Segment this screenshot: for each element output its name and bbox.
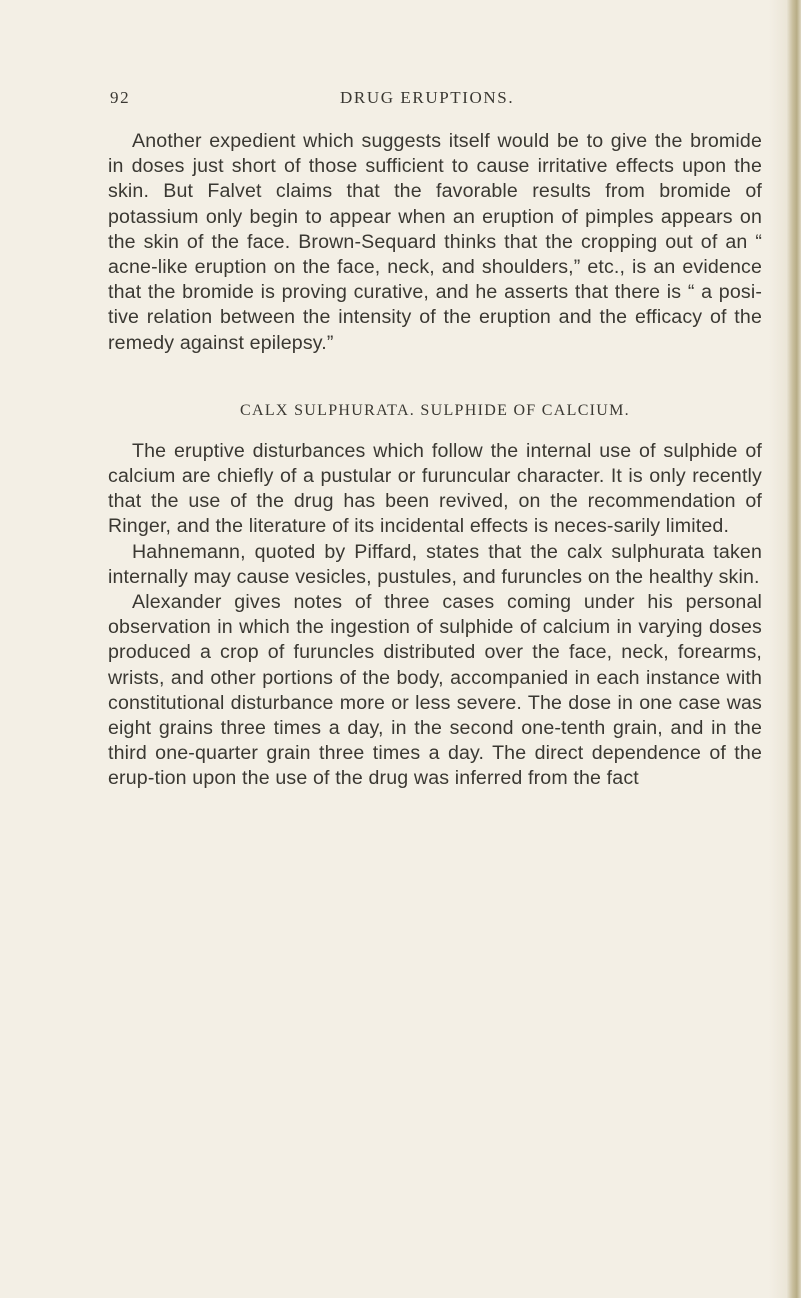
paragraph-eruptive-disturbances: The eruptive disturbances which follow the internal use of sulphide of calcium are chiefly of a pustular or furuncular character. It is only recently that the use of the drug has been revived, on the recommendation of Ringer, and the literature of its incidental effects is neces-sarily limited. xyxy=(108,439,762,538)
paragraph-hahnemann: Hahnemann, quoted by Piffard, states that the calx sulphurata taken internally may cause vesicles, pustules, and furuncles on the healthy skin. xyxy=(108,540,762,588)
page-header xyxy=(110,88,760,118)
page-body xyxy=(108,129,762,792)
paragraph-alexander-cases: Alexander gives notes of three cases coming under his personal observation in which the ingestion of sulphide of calcium in varying doses produced a crop of furuncles distributed over the face, neck, forearms, wrists, and other portions of the body, accompanied in each instance with constitutional disturbance more or less severe. The dose in one case was eight grains three times a day, in the second one-tenth grain, and in the third one-quarter grain three times a day. The direct dependence of the erup-tion upon the use of the drug was inferred from the fact xyxy=(108,591,762,790)
page-number: 92 xyxy=(110,88,131,107)
page-gutter-shade xyxy=(769,0,787,1298)
running-head: DRUG ERUPTIONS. xyxy=(340,88,515,107)
section-heading: CALX SULPHURATA. SULPHIDE OF CALCIUM. xyxy=(240,401,630,419)
page-edge xyxy=(787,0,801,1298)
paragraph-bromide-expedient: Another expedient which suggests itself would be to give the bromide in doses just short of those sufficient to cause irritative effects upon the skin. But Falvet claims that the favorable results from bromide of potassium only begin to appear when an eruption of pimples appears on the skin of the face. Brown-Sequard thinks that the cropping out of an “ acne-like eruption on the face, neck, and shoulders,” etc., is an evidence that the bromide is proving curative, and he asserts that there is “ a posi-tive relation between the intensity of the eruption and the efficacy of the remedy against epilepsy.” xyxy=(108,130,762,354)
